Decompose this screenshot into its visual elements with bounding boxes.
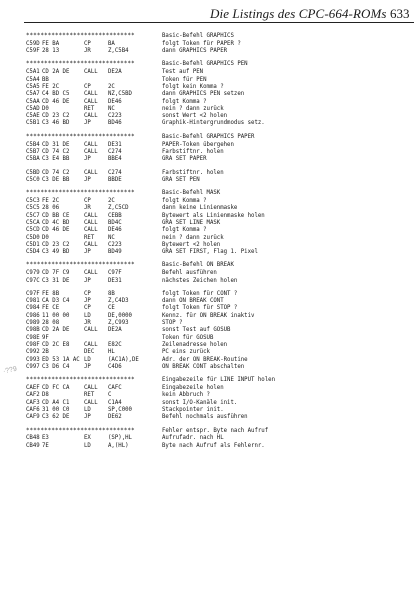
address: C5A4 bbox=[26, 76, 40, 83]
opcode-bytes: CD 46 DE bbox=[42, 98, 70, 105]
address: C59D bbox=[26, 40, 40, 47]
mnemonic: CALL bbox=[84, 270, 98, 277]
opcode-bytes: 7E bbox=[42, 442, 49, 449]
operand: (SP),HL bbox=[108, 435, 132, 442]
comment: Graphik-Hintergrundmodus setz. bbox=[162, 120, 265, 127]
mnemonic: CALL bbox=[84, 341, 98, 348]
address: C5BA bbox=[26, 156, 40, 163]
opcode-bytes: C3 D6 C4 bbox=[42, 363, 70, 370]
comment: Befehl ausführen bbox=[162, 270, 217, 277]
opcode-bytes: 31 00 C0 bbox=[42, 406, 70, 413]
separator-stars: ****************************** bbox=[26, 33, 135, 39]
comment: sonst Wert <2 holen bbox=[162, 113, 228, 120]
address: C986 bbox=[26, 312, 40, 319]
section-title: Fehler entspr. Byte nach Aufruf bbox=[162, 427, 269, 434]
comment: folgt Token für CONT ? bbox=[162, 290, 238, 297]
running-header-title: Die Listings des CPC-664-ROMs bbox=[210, 6, 387, 21]
operand: C223 bbox=[108, 241, 122, 248]
operand: Z,C5B4 bbox=[108, 48, 129, 55]
operand: DE62 bbox=[108, 414, 122, 421]
address: C5CD bbox=[26, 227, 40, 234]
mnemonic: CP bbox=[84, 305, 91, 312]
opcode-bytes: CD A4 C1 bbox=[42, 399, 70, 406]
operand: DE2A bbox=[108, 327, 122, 334]
operand: DE31 bbox=[108, 277, 122, 284]
operand: 2C bbox=[108, 83, 115, 90]
address: CB48 bbox=[26, 435, 40, 442]
mnemonic: CP bbox=[84, 290, 91, 297]
address: C98B bbox=[26, 327, 40, 334]
address: C997 bbox=[26, 363, 40, 370]
operand: 8B bbox=[108, 290, 115, 297]
margin-mark: ·??9 bbox=[2, 365, 18, 376]
opcode-bytes: CD 23 C2 bbox=[42, 113, 70, 120]
address: C981 bbox=[26, 298, 40, 305]
address: CAF2 bbox=[26, 392, 40, 399]
comment: GRA SET PEN bbox=[162, 176, 200, 183]
mnemonic: CALL bbox=[84, 91, 98, 98]
operand: NC bbox=[108, 234, 115, 241]
address: C5CA bbox=[26, 219, 40, 226]
address: C97C bbox=[26, 277, 40, 284]
address: C59F bbox=[26, 48, 40, 55]
address: C5C3 bbox=[26, 198, 40, 205]
address: C5BD bbox=[26, 169, 40, 176]
address: C5B7 bbox=[26, 148, 40, 155]
opcode-bytes: FE CE bbox=[42, 305, 60, 312]
opcode-bytes: FE 2C bbox=[42, 198, 60, 205]
mnemonic: LD bbox=[84, 356, 91, 363]
operand: BBDE bbox=[108, 176, 122, 183]
comment: sonst Test auf GOSUB bbox=[162, 327, 231, 334]
opcode-bytes: ED 53 1A AC bbox=[42, 356, 80, 363]
opcode-bytes: 2B bbox=[42, 349, 49, 356]
comment: folgt Komma ? bbox=[162, 198, 207, 205]
opcode-bytes: C3 31 DE bbox=[42, 277, 70, 284]
mnemonic: CALL bbox=[84, 385, 98, 392]
opcode-bytes: BB bbox=[42, 76, 49, 83]
comment: folgt Komma ? bbox=[162, 227, 207, 234]
address: C984 bbox=[26, 305, 40, 312]
comment: GRA SET LINE MASK bbox=[162, 219, 221, 226]
mnemonic: JR bbox=[84, 205, 91, 212]
operand: C274 bbox=[108, 148, 122, 155]
operand: C1A4 bbox=[108, 399, 122, 406]
mnemonic: CP bbox=[84, 198, 91, 205]
section-title: Eingabezeile für LINE INPUT holen bbox=[162, 377, 275, 384]
opcode-bytes: CA D3 C4 bbox=[42, 298, 70, 305]
separator-stars: ****************************** bbox=[26, 133, 135, 140]
address: C5A7 bbox=[26, 91, 40, 98]
comment: Farbstiftnr. holen bbox=[162, 169, 224, 176]
operand: BD46 bbox=[108, 120, 122, 127]
address: C98E bbox=[26, 334, 40, 341]
mnemonic: DEC bbox=[84, 349, 95, 356]
opcode-bytes: 28 06 bbox=[42, 205, 60, 212]
mnemonic: CALL bbox=[84, 98, 98, 105]
mnemonic: LD bbox=[84, 442, 91, 449]
mnemonic: CP bbox=[84, 83, 91, 90]
mnemonic: CALL bbox=[84, 212, 98, 219]
address: C98F bbox=[26, 341, 40, 348]
section-title: Basic-Befehl GRAPHICS PAPER bbox=[162, 133, 255, 140]
opcode-bytes: CD BB CE bbox=[42, 212, 70, 219]
opcode-bytes: 28 13 bbox=[42, 48, 60, 55]
opcode-bytes: CD 23 C2 bbox=[42, 241, 70, 248]
mnemonic: CALL bbox=[84, 141, 98, 148]
operand: BBE4 bbox=[108, 156, 122, 163]
opcode-bytes: FE 2C bbox=[42, 83, 60, 90]
comment: Stackpointer init. bbox=[162, 406, 224, 413]
address: C979 bbox=[26, 270, 40, 277]
comment: GRA SET PAPER bbox=[162, 156, 207, 163]
opcode-bytes: D0 bbox=[42, 105, 49, 112]
mnemonic: JP bbox=[84, 120, 91, 127]
address: C97F bbox=[26, 290, 40, 297]
separator-stars: ****************************** bbox=[26, 61, 135, 68]
opcode-bytes: CD 74 C2 bbox=[42, 148, 70, 155]
comment: nein ? dann zurück bbox=[162, 234, 224, 241]
comment: folgt kein Komma ? bbox=[162, 83, 224, 90]
comment: Adr. der ON BREAK-Routine bbox=[162, 356, 248, 363]
opcode-bytes: CD 4C BD bbox=[42, 219, 70, 226]
comment: PAPER-Token übergehen bbox=[162, 141, 234, 148]
comment: dann ON BREAK CONT bbox=[162, 298, 224, 305]
separator-stars: ****************************** bbox=[26, 427, 135, 434]
mnemonic: CALL bbox=[84, 148, 98, 155]
operand: (AC1A),DE bbox=[108, 356, 139, 363]
comment: Befehl nochmals ausführen bbox=[162, 414, 248, 421]
mnemonic: CP bbox=[84, 40, 91, 47]
operand: CE bbox=[108, 305, 115, 312]
comment: sonst I/O-Kanäle init. bbox=[162, 399, 238, 406]
comment: PC eins zurück bbox=[162, 349, 210, 356]
comment: nein ? dann zurück bbox=[162, 105, 224, 112]
operand: BA bbox=[108, 40, 115, 47]
address: C5AE bbox=[26, 113, 40, 120]
address: C5D0 bbox=[26, 234, 40, 241]
address: C5C5 bbox=[26, 205, 40, 212]
opcode-bytes: 11 00 00 bbox=[42, 312, 70, 319]
opcode-bytes: 28 08 bbox=[42, 320, 60, 327]
operand: DE2A bbox=[108, 69, 122, 76]
opcode-bytes: CD 7F C9 bbox=[42, 270, 70, 277]
mnemonic: JR bbox=[84, 320, 91, 327]
opcode-bytes: CD 2C E8 bbox=[42, 341, 70, 348]
comment: GRA SET FIRST, Flag 1. Pixel bbox=[162, 249, 258, 256]
mnemonic: CALL bbox=[84, 241, 98, 248]
operand: C bbox=[108, 392, 112, 399]
opcode-bytes: C3 62 DE bbox=[42, 414, 70, 421]
section-title: Basic-Befehl GRAPHICS bbox=[162, 33, 234, 39]
mnemonic: CALL bbox=[84, 113, 98, 120]
address: C5AA bbox=[26, 98, 40, 105]
opcode-bytes: E3 bbox=[42, 435, 49, 442]
address: CAEF bbox=[26, 385, 40, 392]
comment: dann GRAPHICS PAPER bbox=[162, 48, 228, 55]
opcode-bytes: FE BA bbox=[42, 40, 60, 47]
mnemonic: RET bbox=[84, 105, 95, 112]
opcode-bytes: D0 bbox=[42, 234, 49, 241]
operand: Z,C993 bbox=[108, 320, 129, 327]
opcode-bytes: 9F bbox=[42, 334, 49, 341]
mnemonic: JP bbox=[84, 176, 91, 183]
opcode-bytes: D8 bbox=[42, 392, 49, 399]
mnemonic: EX bbox=[84, 435, 91, 442]
operand: NZ,C5BD bbox=[108, 91, 132, 98]
comment: folgt Token für STOP ? bbox=[162, 305, 238, 312]
opcode-bytes: C3 49 BD bbox=[42, 249, 70, 256]
mnemonic: JP bbox=[84, 156, 91, 163]
operand: C4D6 bbox=[108, 363, 122, 370]
address: CAF9 bbox=[26, 414, 40, 421]
mnemonic: LD bbox=[84, 406, 91, 413]
operand: DE31 bbox=[108, 141, 122, 148]
operand: C274 bbox=[108, 169, 122, 176]
operand: CAFC bbox=[108, 385, 122, 392]
opcode-bytes: CD 2A DE bbox=[42, 327, 70, 334]
comment: kein Abbruch ? bbox=[162, 392, 210, 399]
opcode-bytes: C3 DE BB bbox=[42, 176, 70, 183]
operand: CEBB bbox=[108, 212, 122, 219]
opcode-bytes: CD 31 DE bbox=[42, 141, 70, 148]
opcode-bytes: C3 E4 BB bbox=[42, 156, 70, 163]
address: C5D1 bbox=[26, 241, 40, 248]
comment: Zeilenadresse holen bbox=[162, 341, 228, 348]
operand: HL bbox=[108, 349, 115, 356]
operand: DE,0000 bbox=[108, 312, 132, 319]
mnemonic: CALL bbox=[84, 227, 98, 234]
mnemonic: JP bbox=[84, 363, 91, 370]
operand: A,(HL) bbox=[108, 442, 129, 449]
address: C5C0 bbox=[26, 176, 40, 183]
operand: BD4C bbox=[108, 219, 122, 226]
mnemonic: CALL bbox=[84, 399, 98, 406]
comment: Kennz. für ON BREAK inaktiv bbox=[162, 312, 255, 319]
mnemonic: RET bbox=[84, 392, 95, 399]
comment: Bytewert <2 holen bbox=[162, 241, 221, 248]
address: C5D4 bbox=[26, 249, 40, 256]
address: C5A1 bbox=[26, 69, 40, 76]
address: CB49 bbox=[26, 442, 40, 449]
separator-stars: ****************************** bbox=[26, 190, 135, 197]
operand: NC bbox=[108, 105, 115, 112]
section-title: Basic-Befehl GRAPHICS PEN bbox=[162, 61, 248, 68]
operand: SP,C000 bbox=[108, 406, 132, 413]
comment: Bytewert als Linienmaske holen bbox=[162, 212, 265, 219]
mnemonic: JP bbox=[84, 298, 91, 305]
address: C989 bbox=[26, 320, 40, 327]
separator-stars: ****************************** bbox=[26, 262, 135, 269]
operand: BD49 bbox=[108, 249, 122, 256]
opcode-bytes: CD 46 DE bbox=[42, 227, 70, 234]
mnemonic: CALL bbox=[84, 219, 98, 226]
comment: Test auf PEN bbox=[162, 69, 204, 76]
opcode-bytes: CD 2A DE bbox=[42, 69, 70, 76]
comment: folgt Komma ? bbox=[162, 98, 207, 105]
comment: dann keine Linienmaske bbox=[162, 205, 238, 212]
operand: E82C bbox=[108, 341, 122, 348]
header-rule bbox=[24, 22, 414, 23]
address: C5B1 bbox=[26, 120, 40, 127]
page-number: 633 bbox=[390, 6, 410, 21]
opcode-bytes: CD FC CA bbox=[42, 385, 70, 392]
comment: Farbstiftnr. holen bbox=[162, 148, 224, 155]
operand: Z,C4D3 bbox=[108, 298, 129, 305]
operand: DE46 bbox=[108, 98, 122, 105]
opcode-bytes: C3 46 BD bbox=[42, 120, 70, 127]
mnemonic: CALL bbox=[84, 327, 98, 334]
opcode-bytes: C4 BD C5 bbox=[42, 91, 70, 98]
mnemonic: LD bbox=[84, 312, 91, 319]
comment: ON BREAK CONT abschalten bbox=[162, 363, 245, 370]
comment: Token für GOSUB bbox=[162, 334, 214, 341]
comment: Aufrufadr. nach HL bbox=[162, 435, 224, 442]
mnemonic: CALL bbox=[84, 169, 98, 176]
comment: Token für PEN bbox=[162, 76, 207, 83]
operand: 2C bbox=[108, 198, 115, 205]
comment: folgt Token für PAPER ? bbox=[162, 40, 241, 47]
mnemonic: JP bbox=[84, 414, 91, 421]
operand: Z,C5CD bbox=[108, 205, 129, 212]
mnemonic: CALL bbox=[84, 69, 98, 76]
comment: Eingabezeile holen bbox=[162, 385, 224, 392]
comment: nächstes Zeichen holen bbox=[162, 277, 238, 284]
address: C5B4 bbox=[26, 141, 40, 148]
operand: C223 bbox=[108, 113, 122, 120]
comment: dann GRAPHICS PEN setzen bbox=[162, 91, 245, 98]
mnemonic: JR bbox=[84, 48, 91, 55]
mnemonic: JP bbox=[84, 277, 91, 284]
opcode-bytes: FE 8B bbox=[42, 290, 60, 297]
comment: STOP ? bbox=[162, 320, 183, 327]
address: C993 bbox=[26, 356, 40, 363]
address: CAF3 bbox=[26, 399, 40, 406]
section-title: Basic-Befehl ON BREAK bbox=[162, 262, 234, 269]
operand: C97F bbox=[108, 270, 122, 277]
address: C992 bbox=[26, 349, 40, 356]
comment: Byte nach Aufruf als Fehlernr. bbox=[162, 442, 265, 449]
operand: DE46 bbox=[108, 227, 122, 234]
opcode-bytes: CD 74 C2 bbox=[42, 169, 70, 176]
address: CAF6 bbox=[26, 406, 40, 413]
address: C5C7 bbox=[26, 212, 40, 219]
separator-stars: ****************************** bbox=[26, 377, 135, 384]
mnemonic: JP bbox=[84, 249, 91, 256]
mnemonic: RET bbox=[84, 234, 95, 241]
section-title: Basic-Befehl MASK bbox=[162, 190, 221, 197]
address: C5AD bbox=[26, 105, 40, 112]
address: C5A5 bbox=[26, 83, 40, 90]
